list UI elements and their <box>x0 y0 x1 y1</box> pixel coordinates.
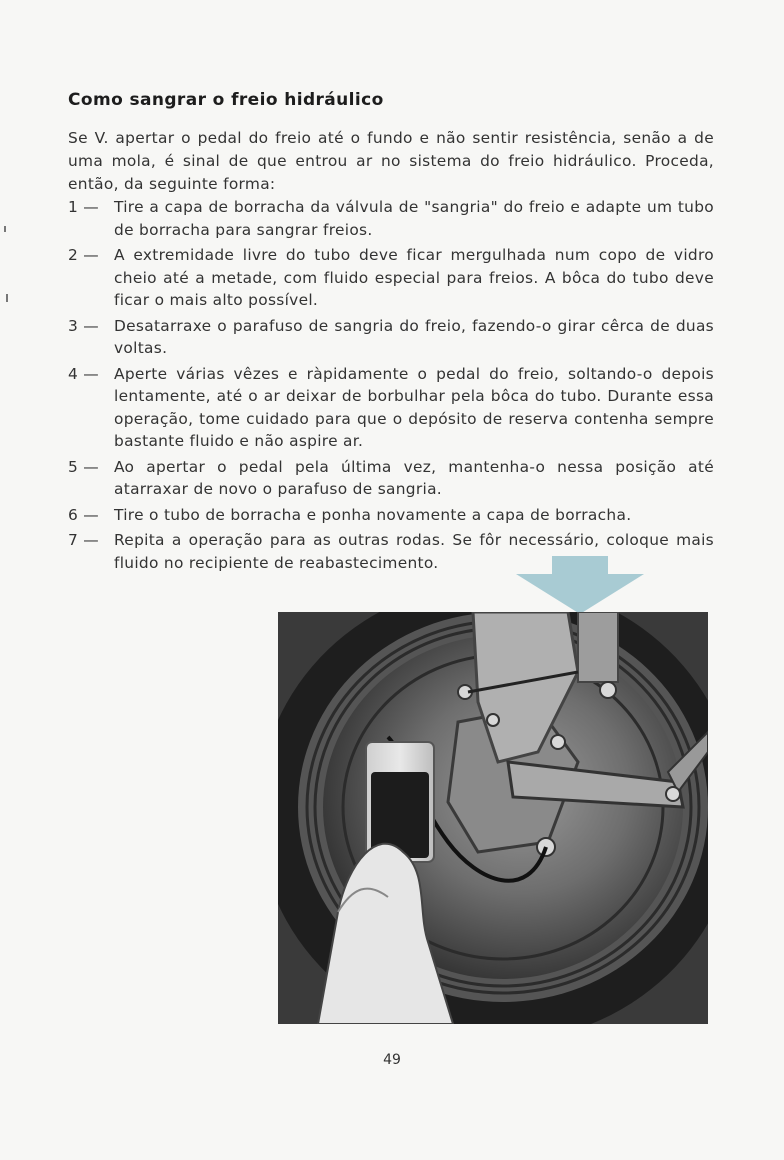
down-arrow-icon <box>510 556 650 616</box>
step-text: Repita a operação para as outras rodas. Se fôr necessário, coloque mais fluido no recipiente de reabastecimento. <box>114 531 714 572</box>
step-item <box>68 244 714 312</box>
step-text: A extremidade livre do tubo deve ficar mergulhada num copo de vidro cheio até a metade, com fluido especial para freios. A bôca do tubo deve ficar o mais alto possível. <box>114 246 714 309</box>
steps-list <box>68 196 714 577</box>
step-number: 5 — <box>68 457 99 476</box>
step-item <box>68 504 714 527</box>
brake-bleeding-photo <box>278 612 708 1024</box>
margin-mark <box>6 294 8 302</box>
step-number: 2 — <box>68 246 99 264</box>
step-number: 7 — <box>68 531 99 549</box>
step-item <box>68 196 714 241</box>
step-number: 1 — <box>68 198 99 216</box>
step-text: Ao apertar o pedal pela última vez, mantenha-o nessa posição até atarraxar de novo o parafuso de sangria. <box>114 457 714 498</box>
section-heading: Como sangrar o freio hidráulico <box>68 90 384 110</box>
step-item <box>68 363 714 453</box>
step-number: 3 — <box>68 316 99 335</box>
step-item <box>68 456 714 501</box>
step-text: Aperte várias vêzes e ràpidamente o pedal do freio, soltando-o depois lentamente, até o ar deixar de borbulhar pela bôca do tubo. Durante essa operação, tome cuidado para que o depósito de reserva contenha sempre bastante fluido e não aspire ar. <box>114 364 714 450</box>
page-number: 49 <box>383 1052 401 1068</box>
step-text: Tire o tubo de borracha e ponha novamente a capa de borracha. <box>114 505 632 524</box>
margin-mark <box>4 226 6 232</box>
step-number: 6 — <box>68 505 99 524</box>
intro-paragraph: Se V. apertar o pedal do freio até o fundo e não sentir resistência, senão a de uma mola, é sinal de que entrou ar no sistema do freio hidráulico. Proceda, então, da seguinte forma: <box>68 129 714 193</box>
step-number: 4 — <box>68 364 99 383</box>
step-text: Tire a capa de borracha da válvula de "sangria" do freio e adapte um tubo de borracha para sangrar freios. <box>114 198 714 239</box>
step-item <box>68 315 714 360</box>
step-text: Desatarraxe o parafuso de sangria do freio, fazendo-o girar cêrca de duas voltas. <box>114 316 714 357</box>
